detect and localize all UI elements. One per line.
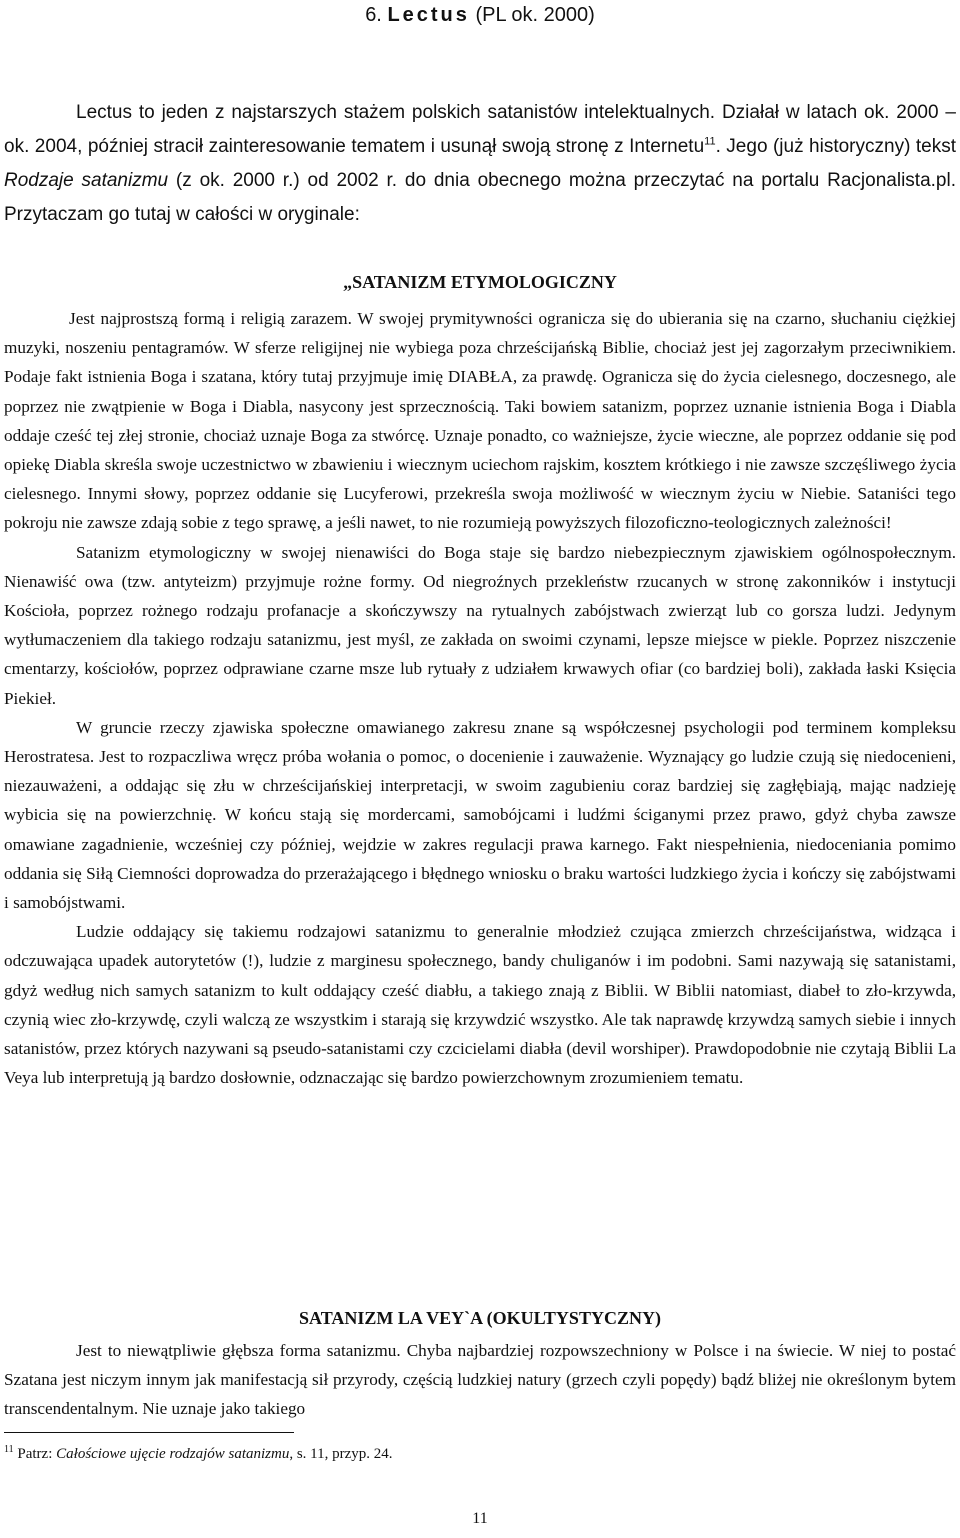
section-title-etymological: „SATANIZM ETYMOLOGICZNY	[343, 272, 617, 292]
footnote-number: 11	[4, 1444, 14, 1455]
body-paragraph: W gruncie rzeczy zjawiska społeczne omawianego zakresu znane są współczesnej psychologii pod terminem kompleksu Herostratesa. Jest to rozpaczliwa wręcz próba wołania o pomoc, o docenienie i zauważenie. Wyznający go ludzie czują się niedocenieni, niezauważeni, a oddając się złu w chrześcijańskiej interpretacji, w swoim zagubieniu coraz bardziej się zagłębiają, mając nadzieję wybicia się na powierzchnię. W końcu stają się mordercami, samobójcami i ludźmi ściganymi przez prawo, gdyż chyba zawsze omawiane zagadnienie, wcześniej czy później, wejdzie w zakres regulacji prawa karnego. Fakt niespełnienia, niedoceniania pomimo oddania się Siłą Ciemności doprowadza do przerażającego i błędnego wniosku o braku wartości ludzkiego życia i kończy się zabójstwami i samobójstwami.	[4, 717, 956, 913]
chapter-number: 6.	[365, 4, 382, 26]
intro-text-1: Lectus to jeden z najstarszych stażem polskich satanistów intelektualnych. Działał w latach ok. 2000 – ok. 2004, później stracił zainteresowanie tematem i usunął swoją stronę z Internetu	[4, 102, 956, 157]
intro-cited-title: Rodzaje satanizmu	[4, 170, 169, 191]
footnote-prefix: Patrz:	[17, 1446, 57, 1462]
section-title-la-vey: SATANIZM LA VEY`A (OKULTYSTYCZNY)	[299, 1308, 661, 1328]
body-paragraph: Jest to niewątpliwie głębsza forma satanizmu. Chyba najbardziej rozpowszechniony w Polsce i na świecie. W niej to postać Szatana jest niczym innym jak manifestacją sił przyrody, częścią ludzkiej natury (grzech czyli popędy) bądź bliżej nie określonym bytem transcendentalnym. Nie uznaje jako takiego	[4, 1341, 956, 1419]
intro-paragraph	[4, 96, 956, 232]
footnote-divider	[4, 1432, 294, 1433]
section-body-la-vey	[4, 1336, 956, 1424]
chapter-subtitle: (PL ok. 2000)	[475, 4, 595, 26]
intro-text-2: . Jego (już historyczny) tekst	[715, 136, 956, 157]
body-paragraph: Jest najprostszą formą i religią zarazem. W swojej prymitywności ogranicza się do ubierania się na czarno, słuchaniu ciężkiej muzyki, noszeniu pentagramów. W sferze religijnej nie wybiega poza chrześcijańską Biblie, chociaż jest jej zagorzałym przeciwnikiem. Podaje fakt istnienia Boga i szatana, który tutaj przyjmuje imię DIABŁA, za prawdę. Ogranicza się do życia cielesnego, doczesnego, ale poprzez nie zwątpienie w Boga i Diabla, nasycony jest sprzecznością. Taki bowiem satanizm, poprzez uznanie istnienia Boga i Diabla oddaje cześć tej złej stronie, chociaż uznaje Boga za stwórcę. Uznaje ponadto, co ważniejsze, życie wieczne, ale poprzez oddanie się pod opiekę Diabla skreśla swoje uczestnictwo w zbawieniu i wiecznym uciechom rajskim, kosztem krótkiego i nie zawsze szczęśliwego życia cielesnego. Innymi słowy, poprzez oddanie się Lucyferowi, przekreśla swoja możliwość w wiecznym życiu w Niebie. Sataniści tego pokroju nie zawsze zdają sobie z tego sprawę, a jeśli nawet, to nie rozumieją powyższych filozoficzno-teologicznych zależności!	[4, 309, 956, 533]
intro-text-3: (z ok. 2000 r.) od 2002 r. do dnia obecnego można przeczytać na portalu Racjonalista.pl. Przytaczam go tutaj w całości w oryginale:	[4, 170, 956, 225]
body-paragraph: Satanizm etymologiczny w swojej nienawiści do Boga staje się bardzo niebezpiecznym zjawiskiem ogólnospołecznym. Nienawiść owa (tzw. antyteizm) przyjmuje rożne formy. Od niegroźnych przekleństw rzucanych w stronę zakonników i instytucji Kościoła, poprzez rożnego rodzaju profanacje a skończywszy na rytualnych zabójstwach zwierząt lub co gorsza ludzi. Jedynym wytłumaczeniem dla takiego rodzaju satanizmu, jest myśl, ze zakłada on swoimi czynami, lepsze miejsce w piekle. Poprzez niszczenie cmentarzy, kościołów, poprzez odprawiane czarne msze lub rytuały z udziałem krwawych ofiar (co bardziej boli), zakłada łaski Księcia Piekieł.	[4, 542, 956, 708]
chapter-title: Lectus	[387, 4, 470, 26]
section-body-etymological	[4, 304, 956, 1092]
footnote-cited-title: Całościowe ujęcie rodzajów satanizmu	[56, 1446, 290, 1462]
page-number: 11	[472, 1510, 488, 1527]
chapter-heading	[0, 2, 960, 28]
footnote-suffix: , s. 11, przyp. 24.	[289, 1446, 393, 1462]
footnote	[4, 1444, 393, 1464]
footnote-reference: 11	[704, 135, 716, 148]
body-paragraph: Ludzie oddający się takiemu rodzajowi satanizmu to generalnie młodzież czująca zmierzch chrześcijaństwa, widząca i odczuwająca upadek autorytetów (!), ludzie z marginesu społecznego, bandy chuliganów i im podobni. Sami nazywają się satanistami, gdyż według nich samych satanizm to kult oddający cześć diabłu, a takiego znają z Biblii. W Biblii natomiast, diabeł to zło-krzywda, czynią wiec zło-krzywdę, czyli walczą ze wszystkim i starają się krzywdzić wszystko. Ale tak naprawdę krzywdzą samych siebie i innych satanistów, przez których nazywani są pseudo-satanistami czy czcicielami diabła (devil worshiper). Prawdopodobnie nie czytają Biblii La Veya lub interpretują ją bardzo dosłownie, odznaczając się bardzo powierzchownym zrozumieniem tematu.	[4, 922, 956, 1088]
